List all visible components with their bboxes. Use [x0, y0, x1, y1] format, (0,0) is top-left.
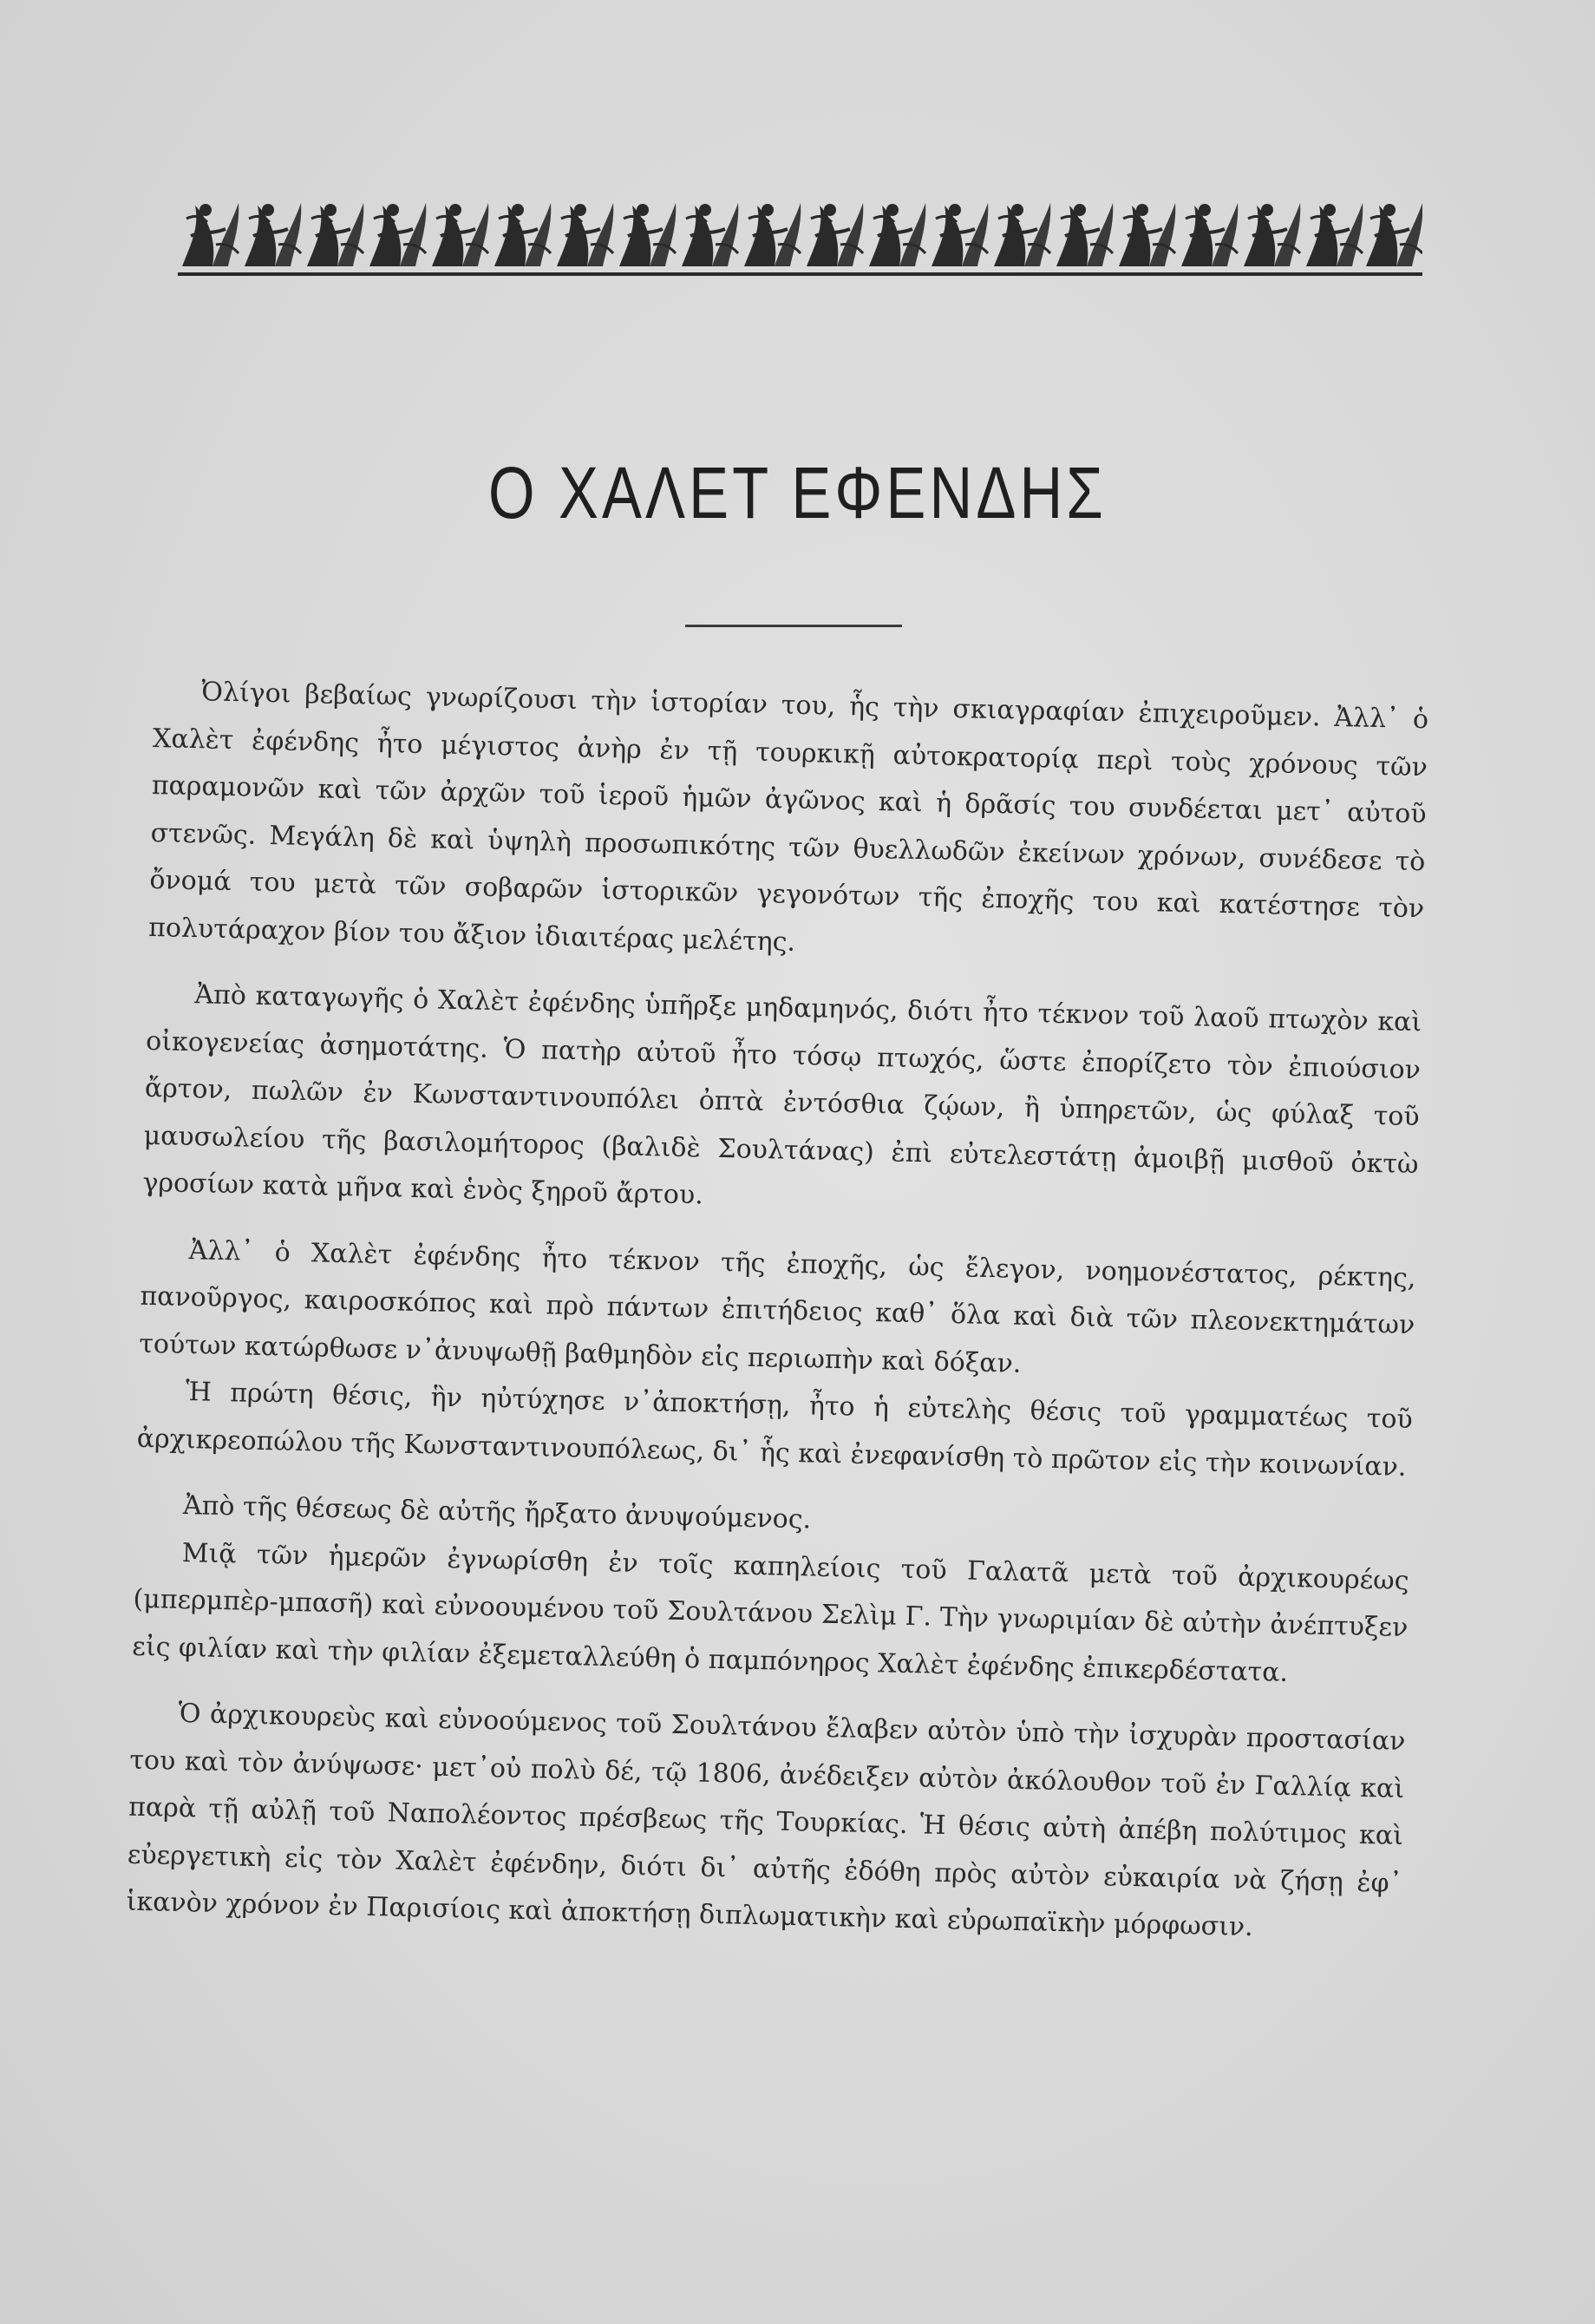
- paragraph-5: Ἀπὸ τῆς θέσεως δὲ αὐτῆς ἤρξατο ἀνυψούμενος.: [182, 1490, 812, 1535]
- title-underline: [685, 625, 902, 627]
- floral-ornament-band: [178, 193, 1422, 279]
- paragraph-6: Μιᾷ τῶν ἡμερῶν ἐγνωρίσθη ἐν τοῖς καπηλείοις τοῦ Γαλατᾶ μετὰ τοῦ ἀρχικουρέως (μπερμπὲρ-μπασῆ) καὶ εὐνοουμένου τοῦ Σουλτάνου Σελὶμ Γ. Τὴν γνωριμίαν δὲ αὐτὴν ἀνέπτυξεν εἰς φιλίαν καὶ τὴν φιλίαν ἐξεμεταλλεύθη ὁ παμπόνηρος Χαλὲτ ἐφένδης ἐπικερδέστατα.: [132, 1537, 1409, 1688]
- paragraph-2: Ἀπὸ καταγωγῆς ὁ Χαλὲτ ἐφένδης ὑπῆρξε μηδαμηνός, διότι ἦτο τέκνον τοῦ λαοῦ πτωχὸν καὶ οἰκογενείας ἀσημοτάτης. Ὁ πατὴρ αὐτοῦ ἦτο τόσῳ πτωχός, ὥστε ἐπορίζετο τὸν ἐπιούσιον ἄρτον, πωλῶν ἐν Κωνσταντινουπόλει ὀπτὰ ἐντόσθια ζῴων, ἢ ὑπηρετῶν, ὡς φύλαξ τοῦ μαυσωλείου τῆς βασιλομήτορος (βαλιδὲ Σουλτάνας) ἐπὶ εὐτελεστάτῃ ἀμοιβῇ μισθοῦ ὀκτὼ γροσίων κατὰ μῆνα καὶ ἑνὸς ξηροῦ ἄρτου.: [142, 979, 1422, 1211]
- body-text: [126, 668, 1429, 1954]
- chapter-title: Ο ΧΑΛΕΤ ΕΦΕΝΔΗΣ: [488, 452, 1107, 534]
- paragraph-7: Ὁ ἀρχικουρεὺς καὶ εὐνοούμενος τοῦ Σουλτάνου ἔλαβεν αὐτὸν ὑπὸ τὴν ἰσχυρὰν προστασίαν του καὶ τὸν ἀνύψωσε· μετ᾽οὐ πολὺ δέ, τῷ 1806, ἀνέδειξεν αὐτὸν ἀκόλουθον τοῦ ἐν Γαλλίᾳ καὶ παρὰ τῇ αὐλῇ τοῦ Ναπολέοντος πρέσβεως τῆς Τουρκίας. Ἡ θέσις αὐτὴ ἀπέβη πολύτιμος καὶ εὐεργετικὴ εἰς τὸν Χαλὲτ ἐφένδην, διότι δι᾽ αὐτῆς ἐδόθη πρὸς αὐτὸν εὐκαιρία νὰ ζήσῃ ἐφ᾽ ἱκανὸν χρόνον ἐν Παρισίοις καὶ ἀποκτήσῃ διπλωματικὴν καὶ εὐρωπαϊκὴν μόρφωσιν.: [126, 1698, 1406, 1943]
- paragraph-3: Ἀλλ᾽ ὁ Χαλὲτ ἐφένδης ἦτο τέκνον τῆς ἐποχῆς, ὡς ἔλεγον, νοημονέστατος, ρέκτης, πανοῦργος, καιροσκόπος καὶ πρὸ πάντων ἐπιτήδειος καθ᾽ ὅλα καὶ διὰ τῶν πλεονεκτημάτων τούτων κατώρθωσε ν᾽ἀνυψωθῇ βαθμηδὸν εἰς περιωπὴν καὶ δόξαν.: [138, 1234, 1416, 1379]
- paragraph-1: Ὀλίγοι βεβαίως γνωρίζουσι τὴν ἱστορίαν του, ἧς τὴν σκιαγραφίαν ἐπιχειροῦμεν. Ἀλλ᾽ ὁ Χαλὲτ ἐφένδης ἦτο μέγιστος ἀνὴρ ἐν τῇ τουρκικῇ αὐτοκρατορίᾳ περὶ τοὺς χρόνους τῶν παραμονῶν καὶ τῶν ἀρχῶν τοῦ ἱεροῦ ἡμῶν ἀγῶνος καὶ ἡ δρᾶσίς του συνδέεται μετ᾽ αὐτοῦ στενῶς. Μεγάλη δὲ καὶ ὑψηλὴ προσωπικότης τῶν θυελλωδῶν ἐκείνων χρόνων, συνέδεσε τὸ ὄνομά του μετὰ τῶν σοβαρῶν ἱστορικῶν γεγονότων τῆς ἐποχῆς του καὶ κατέστησε τὸν πολυτάραχον βίον του ἄξιον ἰδιαιτέρας μελέτης.: [147, 677, 1429, 958]
- paragraph-4: Ἡ πρώτη θέσις, ἣν ηὐτύχησε ν᾽ἀποκτήσῃ, ἦτο ἡ εὐτελὴς θέσις τοῦ γραμματέως τοῦ ἀρχικρεοπώλου τῆς Κωνσταντινουπόλεως, δι᾽ ἧς καὶ ἐνεφανίσθη τὸ πρῶτον εἰς τὴν κοινωνίαν.: [136, 1377, 1414, 1483]
